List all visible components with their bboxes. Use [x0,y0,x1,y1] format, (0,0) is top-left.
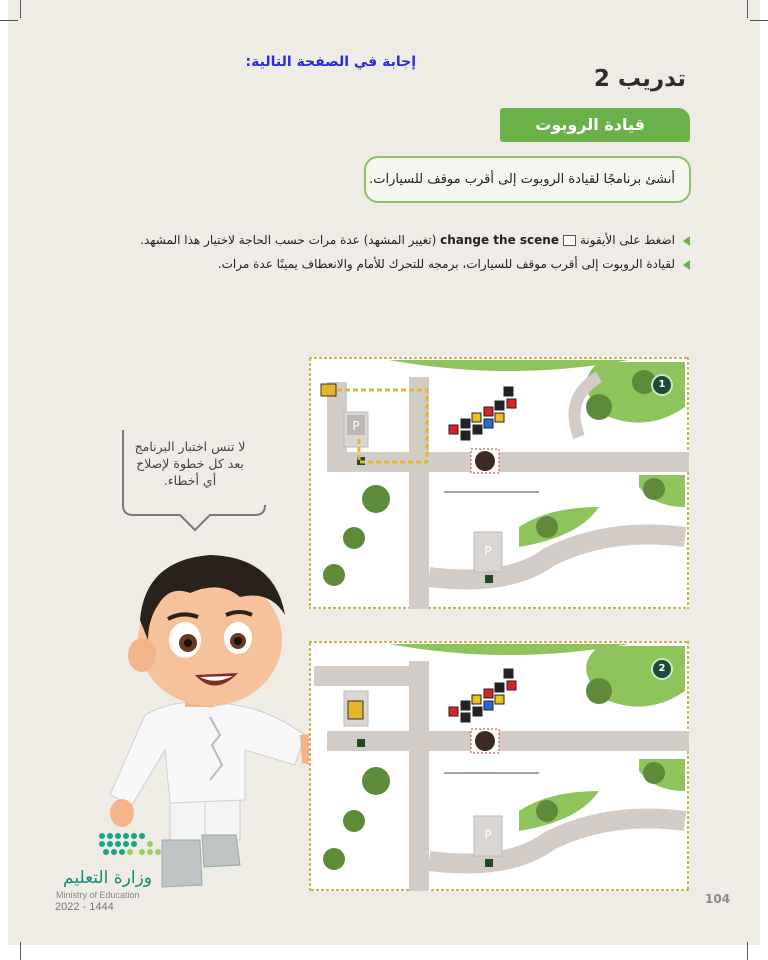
ministry-emblem-icon [92,826,172,866]
instruction-1 [140,233,690,247]
answer-note: إجابة في الصفحة التالية: [245,54,416,70]
exercise-title: تدريب 2 [593,66,686,92]
parking-sign-3: P [484,828,492,842]
instruction-1-text-b: (تغيير المشهد) عدة مرات حسب الحاجة لاختيار هذا المشهد. [140,233,437,247]
change-scene-icon [563,235,576,246]
speech-line: أي أخطاء. [163,473,217,488]
ministry-name-ar: وزارة التعليم [63,868,152,888]
robot-scene-2 [309,641,689,891]
speech-text [120,438,260,489]
bullet-arrow-icon [683,260,690,270]
crop-mark [20,0,21,18]
ministry-name-en: Ministry of Education [56,890,140,900]
instruction-2 [218,257,690,271]
crop-mark [750,20,768,21]
section-banner [500,108,690,142]
scene-number-1: 1 [651,374,673,396]
instruction-1-en: change the scene [440,233,559,247]
instruction-1-text-a: اضغط على الأيقونة [579,233,675,247]
scene-number-2: 2 [651,658,673,680]
crop-mark [747,942,748,960]
crop-mark [20,942,21,960]
parking-sign-2: P [484,544,492,558]
section-title: قيادة الروبوت [535,115,645,134]
parking-sign-1: P [352,419,360,433]
robot-scene-1 [309,357,689,609]
speech-line: لا تنس اختبار البرنامج [134,439,246,454]
crop-mark [747,0,748,18]
ministry-year: 2022 - 1444 [55,901,114,913]
task-text: أنشئ برنامجًا لقيادة الروبوت إلى أقرب موقف للسيارات. [369,172,675,187]
crop-mark [0,20,18,21]
bullet-arrow-icon [683,236,690,246]
speech-line: بعد كل خطوة لإصلاح [136,456,244,471]
task-box [364,156,691,203]
instruction-2-text: لقيادة الروبوت إلى أقرب موقف للسيارات، برمجه للتحرك للأمام والانعطاف يمينًا عدة مرات. [217,257,675,271]
page-number: 104 [705,892,731,906]
